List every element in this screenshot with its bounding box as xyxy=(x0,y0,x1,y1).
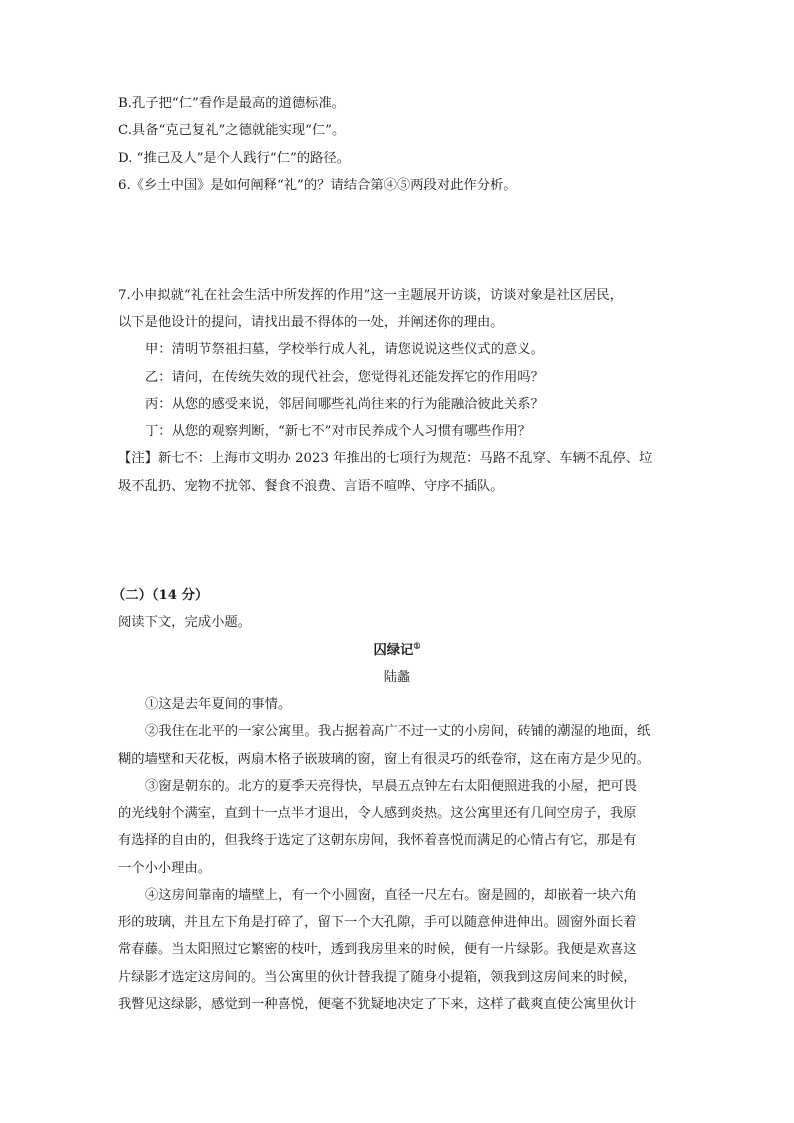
article-paragraph-2-line2: 糊的墙壁和天花板，两扇木格子嵌玻璃的窗，窗上有很灵巧的纸卷帘，这在南方是少见的。 xyxy=(118,752,650,767)
choice-b: B.孔子把“仁”看作是最高的道德标准。 xyxy=(118,96,346,111)
article-title xyxy=(0,641,794,661)
article-paragraph-4-line1: ④这房间靠南的墙壁上，有一个小圆窗，直径一尺左右。窗是圆的，却嵌着一块六角 xyxy=(145,888,637,903)
article-paragraph-4-line4: 片绿影才选定这房间的。当公寓里的伙计替我提了随身小提箱，领我到这房间来的时候， xyxy=(118,970,637,985)
question-7-option-bing: 丙：从您的感受来说，邻居间哪些礼尚往来的行为能融洽彼此关系？ xyxy=(145,397,544,412)
article-title-text: 囚绿记 xyxy=(373,643,414,658)
article-paragraph-3-line2: 的光线射个满室，直到十一点半才退出，令人感到炎热。这公寓里还有几间空房子，我原 xyxy=(118,806,637,821)
question-7-option-ding: 丁：从您的观察判断，“新七不”对市民养成个人习惯有哪些作用？ xyxy=(145,424,531,439)
article-paragraph-4-line2: 形的玻璃，并且左下角是打碎了，留下一个大孔隙，手可以随意伸进伸出。圆窗外面长着 xyxy=(118,915,637,930)
article-paragraph-4-line3: 常春藤。当太阳照过它繁密的枝叶，透到我房里来的时候，便有一片绿影。我便是欢喜这 xyxy=(118,942,637,957)
question-7-line2: 以下是他设计的提问，请找出最不得体的一处，并阐述你的理由。 xyxy=(118,315,504,330)
article-author: 陆蠡 xyxy=(383,670,411,685)
article-paragraph-3-line3: 有选择的自由的，但我终于选定了这朝东房间，我怀着喜悦而满足的心情占有它，那是有 xyxy=(118,833,637,848)
article-paragraph-1: ①这是去年夏间的事情。 xyxy=(145,697,292,712)
article-paragraph-2-line1: ②我住在北平的一家公寓里。我占据着高广不过一丈的小房间，砖铺的潮湿的地面，纸 xyxy=(145,724,651,739)
section-instruction: 阅读下文，完成小题。 xyxy=(118,615,251,630)
article-paragraph-4-line5: 我瞥见这绿影，感觉到一种喜悦，便毫不犹疑地决定了下来，这样了截爽直使公寓里伙计 xyxy=(118,997,637,1012)
question-7-option-jia: 甲：清明节祭祖扫墓，学校举行成人礼，请您说说这些仪式的意义。 xyxy=(145,342,544,357)
article-paragraph-3-line4: 一个小小理由。 xyxy=(118,861,212,876)
question-7-line1: 7.小申拟就“礼在社会生活中所发挥的作用”这一主题展开访谈，访谈对象是社区居民， xyxy=(118,288,623,303)
question-6: 6.《乡土中国》是如何阐释“礼”的？请结合第④⑤两段对此作分析。 xyxy=(118,178,517,193)
article-paragraph-3-line1: ③窗是朝东的。北方的夏季天亮得快，早晨五点钟左右太阳便照进我的小屋，把可畏 xyxy=(145,779,637,794)
choice-c: C.具备“克己复礼”之德就能实现“仁”。 xyxy=(118,123,346,138)
question-7-option-yi: 乙：请问，在传统失效的现代社会，您觉得礼还能发挥它的作用吗？ xyxy=(145,370,544,385)
article-title-footnote-mark: ① xyxy=(413,640,421,651)
question-7-note-line2: 圾不乱扔、宠物不扰邻、餐食不浪费、言语不喧哗、守序不插队。 xyxy=(118,479,504,494)
choice-d: D. “推己及人”是个人践行“仁”的路径。 xyxy=(118,151,350,166)
question-7-note-line1: 【注】新七不：上海市文明办 2023 年推出的七项行为规范：马路不乱穿、车辆不乱停、垃 xyxy=(118,451,653,466)
section-heading: （二）（14 分） xyxy=(112,588,209,603)
